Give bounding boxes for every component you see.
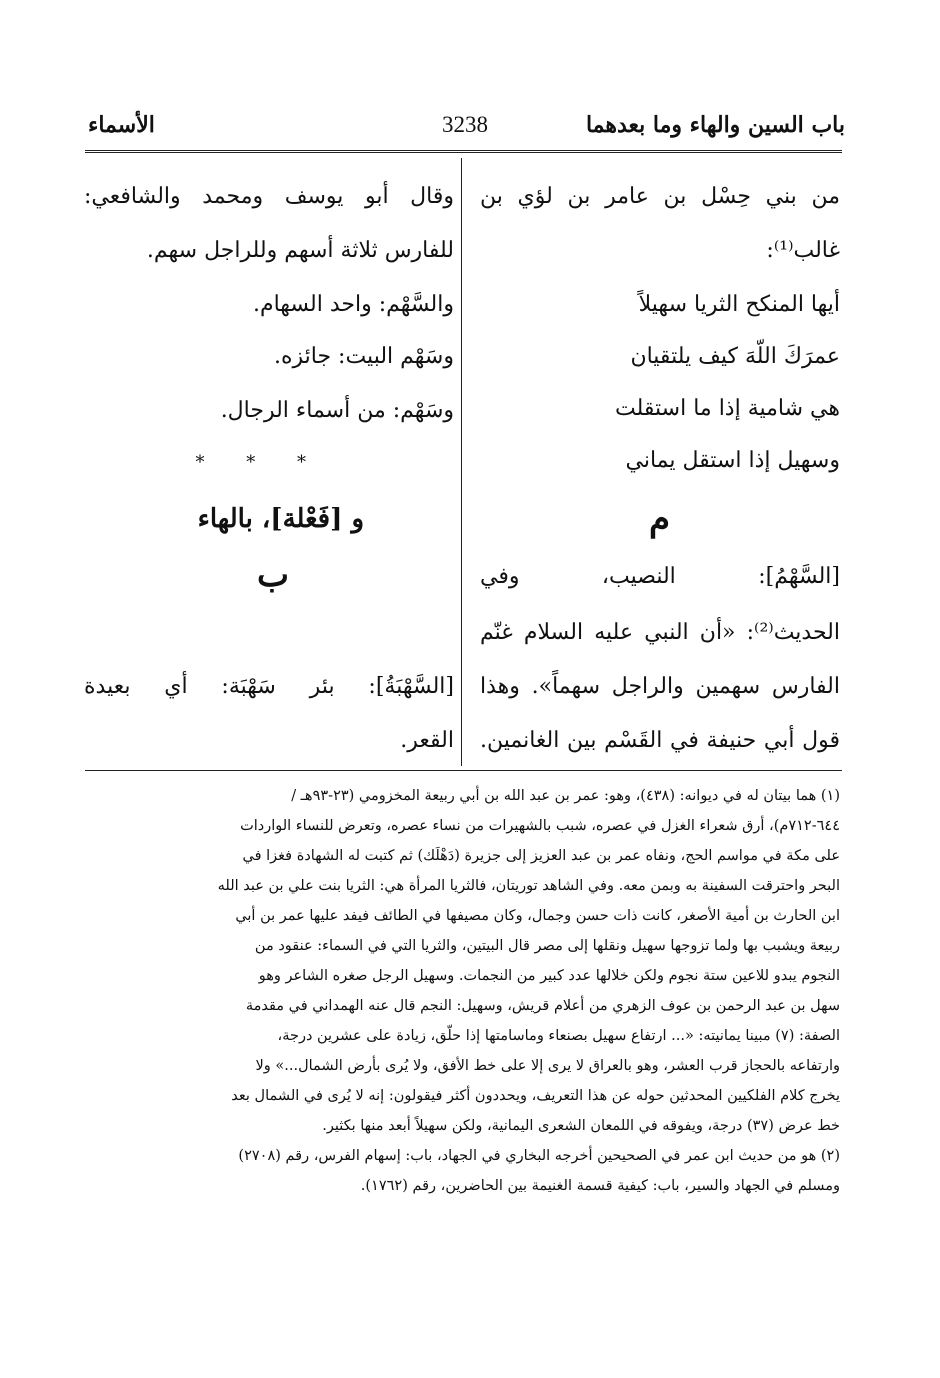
footnotes (90, 782, 840, 1262)
footnote-line: وارتفاعه بالحجاز قرب العشر، وهو بالعراق لا يرى إلا على خط الأفق، ولا يُرى بأرض الشمال...» ولا (255, 1058, 840, 1074)
header-rule-double (85, 152, 842, 153)
section-heading: الأسماء (88, 112, 155, 138)
footnote-line: (٢) هو من حديث ابن عمر في الصحيحين أخرجه البخاري في الجهاد، باب: إسهام الفرس، رقم (٢٧٠٨) (238, 1148, 840, 1164)
poem-verse: عمرَكَ اللّهَ كيف يلتقيان (630, 344, 840, 369)
footnote-line: البحر واحترقت السفينة به وبمن معه. وفي الشاهد توريتان، فالثريا المرأة هي: الثريا بنت علي بن عبد الله (217, 878, 840, 894)
letter-heading: ب (256, 555, 289, 595)
letter-heading: م (648, 499, 670, 539)
section-title: و [فَعْلة]، بالهاء (197, 504, 364, 534)
poem-verse: وسهيل إذا استقل يماني (625, 448, 840, 473)
text-line: [السَّهْبَةُ]: بئر سَهْبَة: أي بعيدة (84, 674, 454, 699)
right-column (480, 172, 840, 772)
footnote-line: يخرج كلام الفلكيين المحدثين حوله عن هذا التعريف، ويحددون أكثر فيقولون: إنه لا يُرى في الشمال بعد (231, 1088, 840, 1104)
text-line: الحديث⁽²⁾: «أن النبي عليه السلام غنّم (480, 620, 840, 645)
footnote-line: النجوم يبدو للاعين ستة نجوم ولكن خلالها عدد كبير من النجمات. وسهيل الرجل صغره الشاعر وهو (258, 968, 840, 984)
column-divider (461, 158, 462, 766)
footnote-line: ومسلم في الجهاد والسير، باب: كيفية قسمة الغنيمة بين الحاضرين، رقم (١٧٦٢). (360, 1178, 840, 1194)
text-line: [السَّهْمُ]: النصيب، وفي (480, 564, 840, 589)
footnote-line: ٦٤٤-٧١٢م)، أرق شعراء الغزل في عصره، شبب بالشهيرات من نساء عصره، وتعرض للنساء الواردات (240, 818, 840, 834)
text-line: وسَهْم: من أسماء الرجال. (220, 398, 454, 423)
section-separator: * * * (195, 452, 324, 473)
text-line: للفارس ثلاثة أسهم وللراجل سهم. (146, 238, 454, 263)
footnote-line: سهل بن عبد الرحمن بن عوف الزهري من أعلام قريش، وسهيل: النجم قال عنه الهمداني في مقدمة (245, 998, 840, 1014)
text-line: قول أبي حنيفة في القَسْم بين الغانمين. (480, 728, 840, 753)
text-line: الفارس سهمين والراجل سهماً». وهذا (480, 674, 840, 699)
footnote-line: خط عرض (٣٧) درجة، ويفوقه في اللمعان الشعرى اليمانية، ولكن سهيلاً أبعد منها بكثير. (322, 1118, 840, 1134)
footnote-line: الصفة: (٧) مبينا يمانيته: «... ارتفاع سهيل بصنعاء وماسامتها إذا حلّق، زيادة على عشرين درجة، (277, 1028, 840, 1044)
text-line: القعر. (400, 728, 454, 753)
header-rule (85, 150, 842, 151)
footnote-line: ابن الحارث بن أمية الأصغر، كانت ذات حسن وجمال، وكان مصيفها في الطائف فيفد عليها عمر بن أبي (235, 908, 840, 924)
chapter-heading: باب السين والهاء وما بعدهما (585, 112, 845, 138)
text-line: والسَّهْم: واحد السهام. (252, 292, 454, 317)
text-line: وسَهْم البيت: جائزه. (273, 344, 454, 369)
footnote-rule (85, 770, 842, 771)
text-line: غالب⁽¹⁾: (766, 238, 840, 263)
page-number: 3238 (442, 112, 488, 137)
left-column (84, 172, 454, 772)
text-line: وقال أبو يوسف ومحمد والشافعي: (84, 184, 454, 209)
footnote-line: على مكة في مواسم الحج، ونفاه عمر بن عبد العزيز إلى جزيرة (دَهْلَك) ثم كتبت له الشهادة فغزا في (242, 848, 840, 864)
poem-verse: أيها المنكح الثريا سهيلاً (638, 292, 840, 317)
footnote-line: (١) هما بيتان له في ديوانه: (٤٣٨)، وهو: عمر بن عبد الله بن أبي ربيعة المخزومي (٢٣-٩٣هـ / (291, 788, 840, 804)
footnote-line: ربيعة ويشبب بها ولما تزوجها سهيل ونقلها إلى مصر قال البيتين، والثريا التي في السماء: عنقود من (254, 938, 840, 954)
text-line: من بني حِسْل بن عامر بن لؤي بن (480, 184, 840, 209)
poem-verse: هي شامية إذا ما استقلت (615, 396, 840, 421)
